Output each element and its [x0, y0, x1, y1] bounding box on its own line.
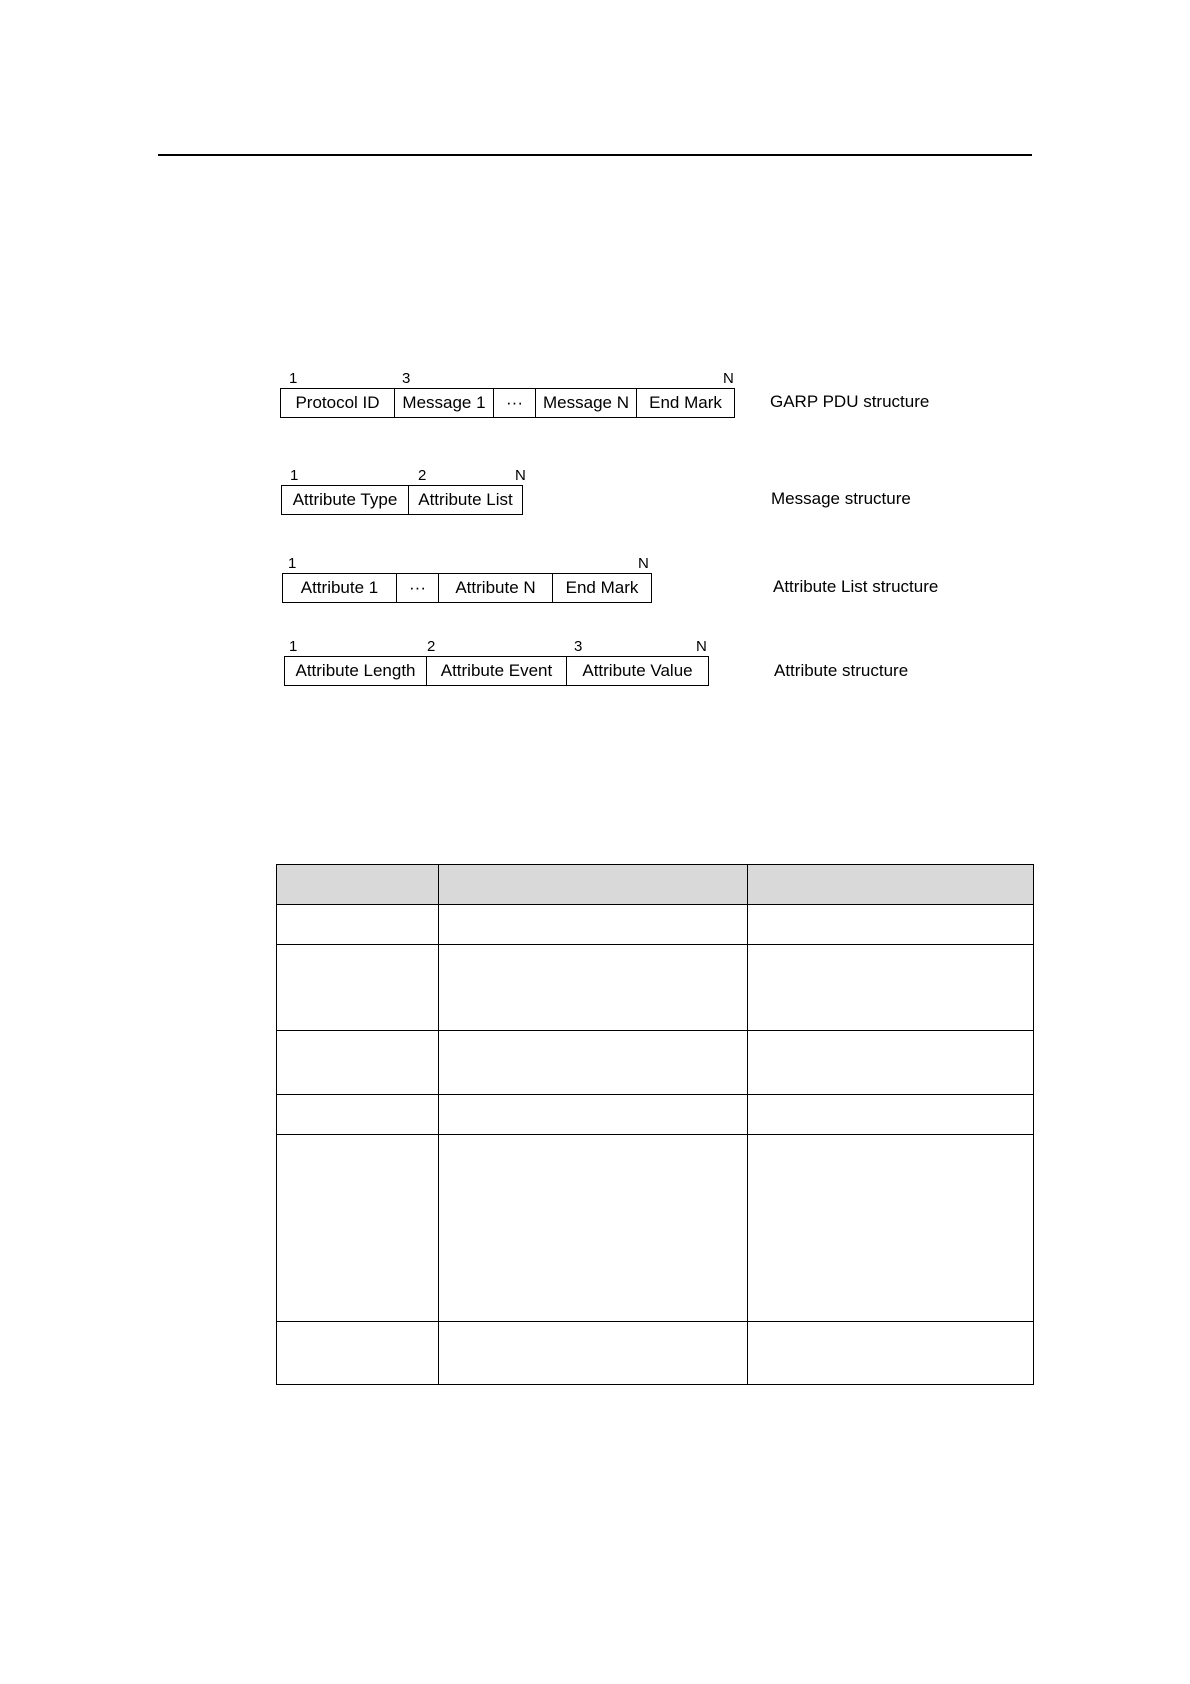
table-row: [277, 945, 1034, 1031]
byte-offset: 1: [289, 638, 298, 655]
field-end-mark: End Mark: [649, 393, 722, 412]
structure-label: GARP PDU structure: [770, 392, 930, 411]
field-message-1: Message 1: [395, 389, 494, 417]
byte-offset: 2: [427, 638, 436, 655]
table-row: [277, 1095, 1034, 1135]
table-cell: [748, 1095, 1034, 1135]
field-ellipsis: ···: [397, 574, 439, 602]
table-cell: [748, 1322, 1034, 1385]
table-cell: [439, 945, 748, 1031]
table-header-row: [277, 865, 1034, 905]
table-row: [277, 1031, 1034, 1095]
table-cell: [439, 1135, 748, 1322]
field-bar: [284, 656, 709, 686]
row-attribute-list: [280, 555, 980, 601]
field-end-mark: End Mark: [565, 578, 639, 597]
table-cell: [277, 1095, 439, 1135]
byte-offset: N: [638, 555, 649, 572]
byte-offset: N: [696, 638, 707, 655]
byte-offset: 3: [574, 638, 583, 655]
field-attribute-type: Attribute Type: [282, 486, 409, 514]
field-protocol-id: Protocol ID: [281, 389, 395, 417]
table-cell: [277, 1135, 439, 1322]
row-attribute: [280, 638, 980, 684]
table-cell: [748, 905, 1034, 945]
table-cell: [277, 945, 439, 1031]
table-row: [277, 905, 1034, 945]
byte-offset: 2: [418, 467, 427, 484]
table-row: [277, 1322, 1034, 1385]
table-cell: [277, 1322, 439, 1385]
table-cell: [748, 1031, 1034, 1095]
byte-offset: 1: [290, 467, 299, 484]
byte-offset: 3: [402, 370, 411, 387]
field-bar: [282, 573, 652, 603]
header-cell: [439, 865, 748, 905]
field-message-n: Message N: [536, 389, 637, 417]
field-description-table: [276, 864, 1034, 1385]
header-cell: [277, 865, 439, 905]
field-attribute-length: Attribute Length: [285, 657, 427, 685]
header-cell: [748, 865, 1034, 905]
table-cell: [748, 945, 1034, 1031]
field-attribute-1: Attribute 1: [283, 574, 397, 602]
table-cell: [748, 1135, 1034, 1322]
field-bar: [280, 388, 735, 418]
byte-offset: N: [723, 370, 734, 387]
row-garp-pdu: [280, 370, 980, 416]
table-cell: [439, 1095, 748, 1135]
table-cell: [277, 905, 439, 945]
field-attribute-value: Attribute Value: [582, 661, 693, 680]
byte-offset: 1: [288, 555, 297, 572]
table-cell: [439, 1031, 748, 1095]
table-cell: [439, 1322, 748, 1385]
field-ellipsis: ···: [494, 389, 536, 417]
structure-label: Attribute structure: [774, 661, 909, 680]
garp-structure-diagram: [280, 370, 980, 710]
table-cell: [277, 1031, 439, 1095]
table-cell: [439, 905, 748, 945]
field-attribute-list: Attribute List: [418, 490, 513, 509]
table-row: [277, 1135, 1034, 1322]
row-message: [280, 467, 980, 513]
field-bar: [281, 485, 523, 515]
header-rule: [158, 154, 1032, 156]
field-attribute-event: Attribute Event: [427, 657, 567, 685]
byte-offset: N: [515, 467, 526, 484]
structure-label: Message structure: [771, 489, 911, 508]
byte-offset: 1: [289, 370, 298, 387]
field-attribute-n: Attribute N: [439, 574, 553, 602]
structure-label: Attribute List structure: [773, 577, 939, 596]
